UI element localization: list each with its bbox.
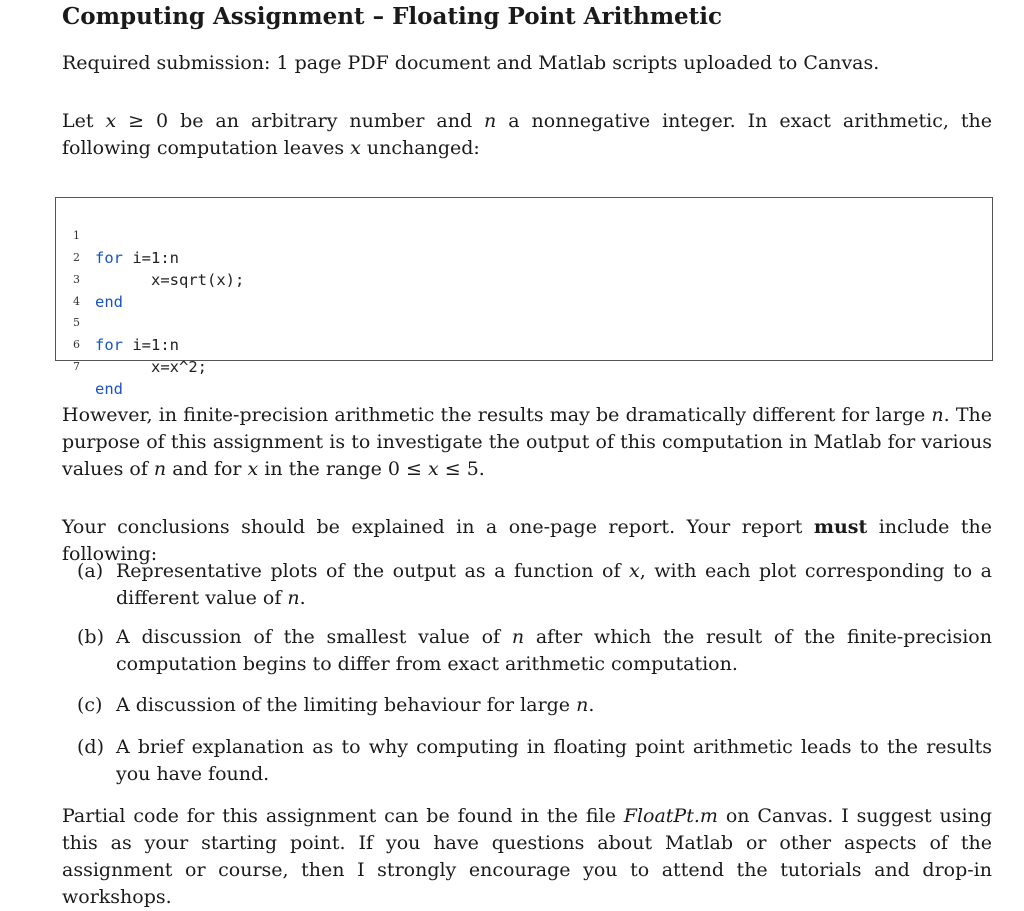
document-page: [62, 0, 992, 908]
code-text: x=sqrt(x);: [95, 271, 245, 289]
intro-paragraph: Let 𝑥 ≥ 0 be an arbitrary number and 𝑛 a nonnegative integer. In exact arithmetic, the following computation leaves 𝑥 unchanged:: [62, 110, 992, 159]
list-item-text: A brief explanation as to why computing in floating point arithmetic leads to the results you have found.: [116, 736, 992, 785]
line-number: 5: [73, 316, 80, 329]
list-item-label: (b): [77, 626, 104, 648]
however-paragraph: However, in finite-precision arithmetic the results may be dramatically different for large 𝑛. The purpose of this assignment is to investigate the output of this computation in Matlab for various values of 𝑛 and for 𝑥 in the range 0 ≤ 𝑥 ≤ 5.: [62, 404, 992, 480]
code-text: x=x^2;: [95, 358, 207, 376]
list-item-label: (d): [77, 736, 104, 758]
page-title: Computing Assignment – Floating Point Arithmetic: [62, 3, 723, 30]
code-keyword: for: [95, 249, 123, 267]
code-line: [56, 203, 179, 267]
list-item-text: Representative plots of the output as a function of 𝑥, with each plot corresponding to a different value of 𝑛.: [116, 560, 992, 609]
emphasis-must: must: [813, 516, 868, 538]
line-number: 7: [73, 360, 80, 373]
line-number: 6: [73, 338, 80, 351]
code-keyword: end: [95, 293, 123, 311]
code-listing: [55, 197, 993, 398]
conclusions-paragraph: Your conclusions should be explained in a one-page report. Your report must include the following:: [62, 516, 992, 565]
partial-code-paragraph: Partial code for this assignment can be found in the file FloatPt.m on Canvas. I suggest using this as your starting point. If you have questions about Matlab or other aspects of the assignment or course, then I strongly encourage you to attend the tutorials and drop-in workshops.: [62, 805, 992, 908]
code-keyword: for: [95, 336, 123, 354]
list-item-text: A discussion of the smallest value of 𝑛 after which the result of the finite-precision computation begins to differ from exact arithmetic computation.: [116, 626, 992, 675]
code-text: i=1:n: [123, 336, 179, 354]
code-keyword: end: [95, 380, 123, 398]
list-item-text: A discussion of the limiting behaviour for large 𝑛.: [116, 694, 595, 716]
filename: FloatPt.m: [623, 805, 718, 827]
required-submission-text: Required submission: 1 page PDF document and Matlab scripts uploaded to Canvas.: [62, 52, 880, 74]
line-number: 1: [73, 229, 80, 242]
line-number: 3: [73, 273, 80, 286]
code-line: [56, 290, 179, 354]
list-item-label: (c): [77, 694, 103, 716]
list-item-label: (a): [77, 560, 104, 582]
code-text: i=1:n: [123, 249, 179, 267]
code-line: [56, 334, 123, 398]
line-number: 4: [73, 295, 80, 308]
code-line: [56, 247, 123, 311]
line-number: 2: [73, 251, 80, 264]
